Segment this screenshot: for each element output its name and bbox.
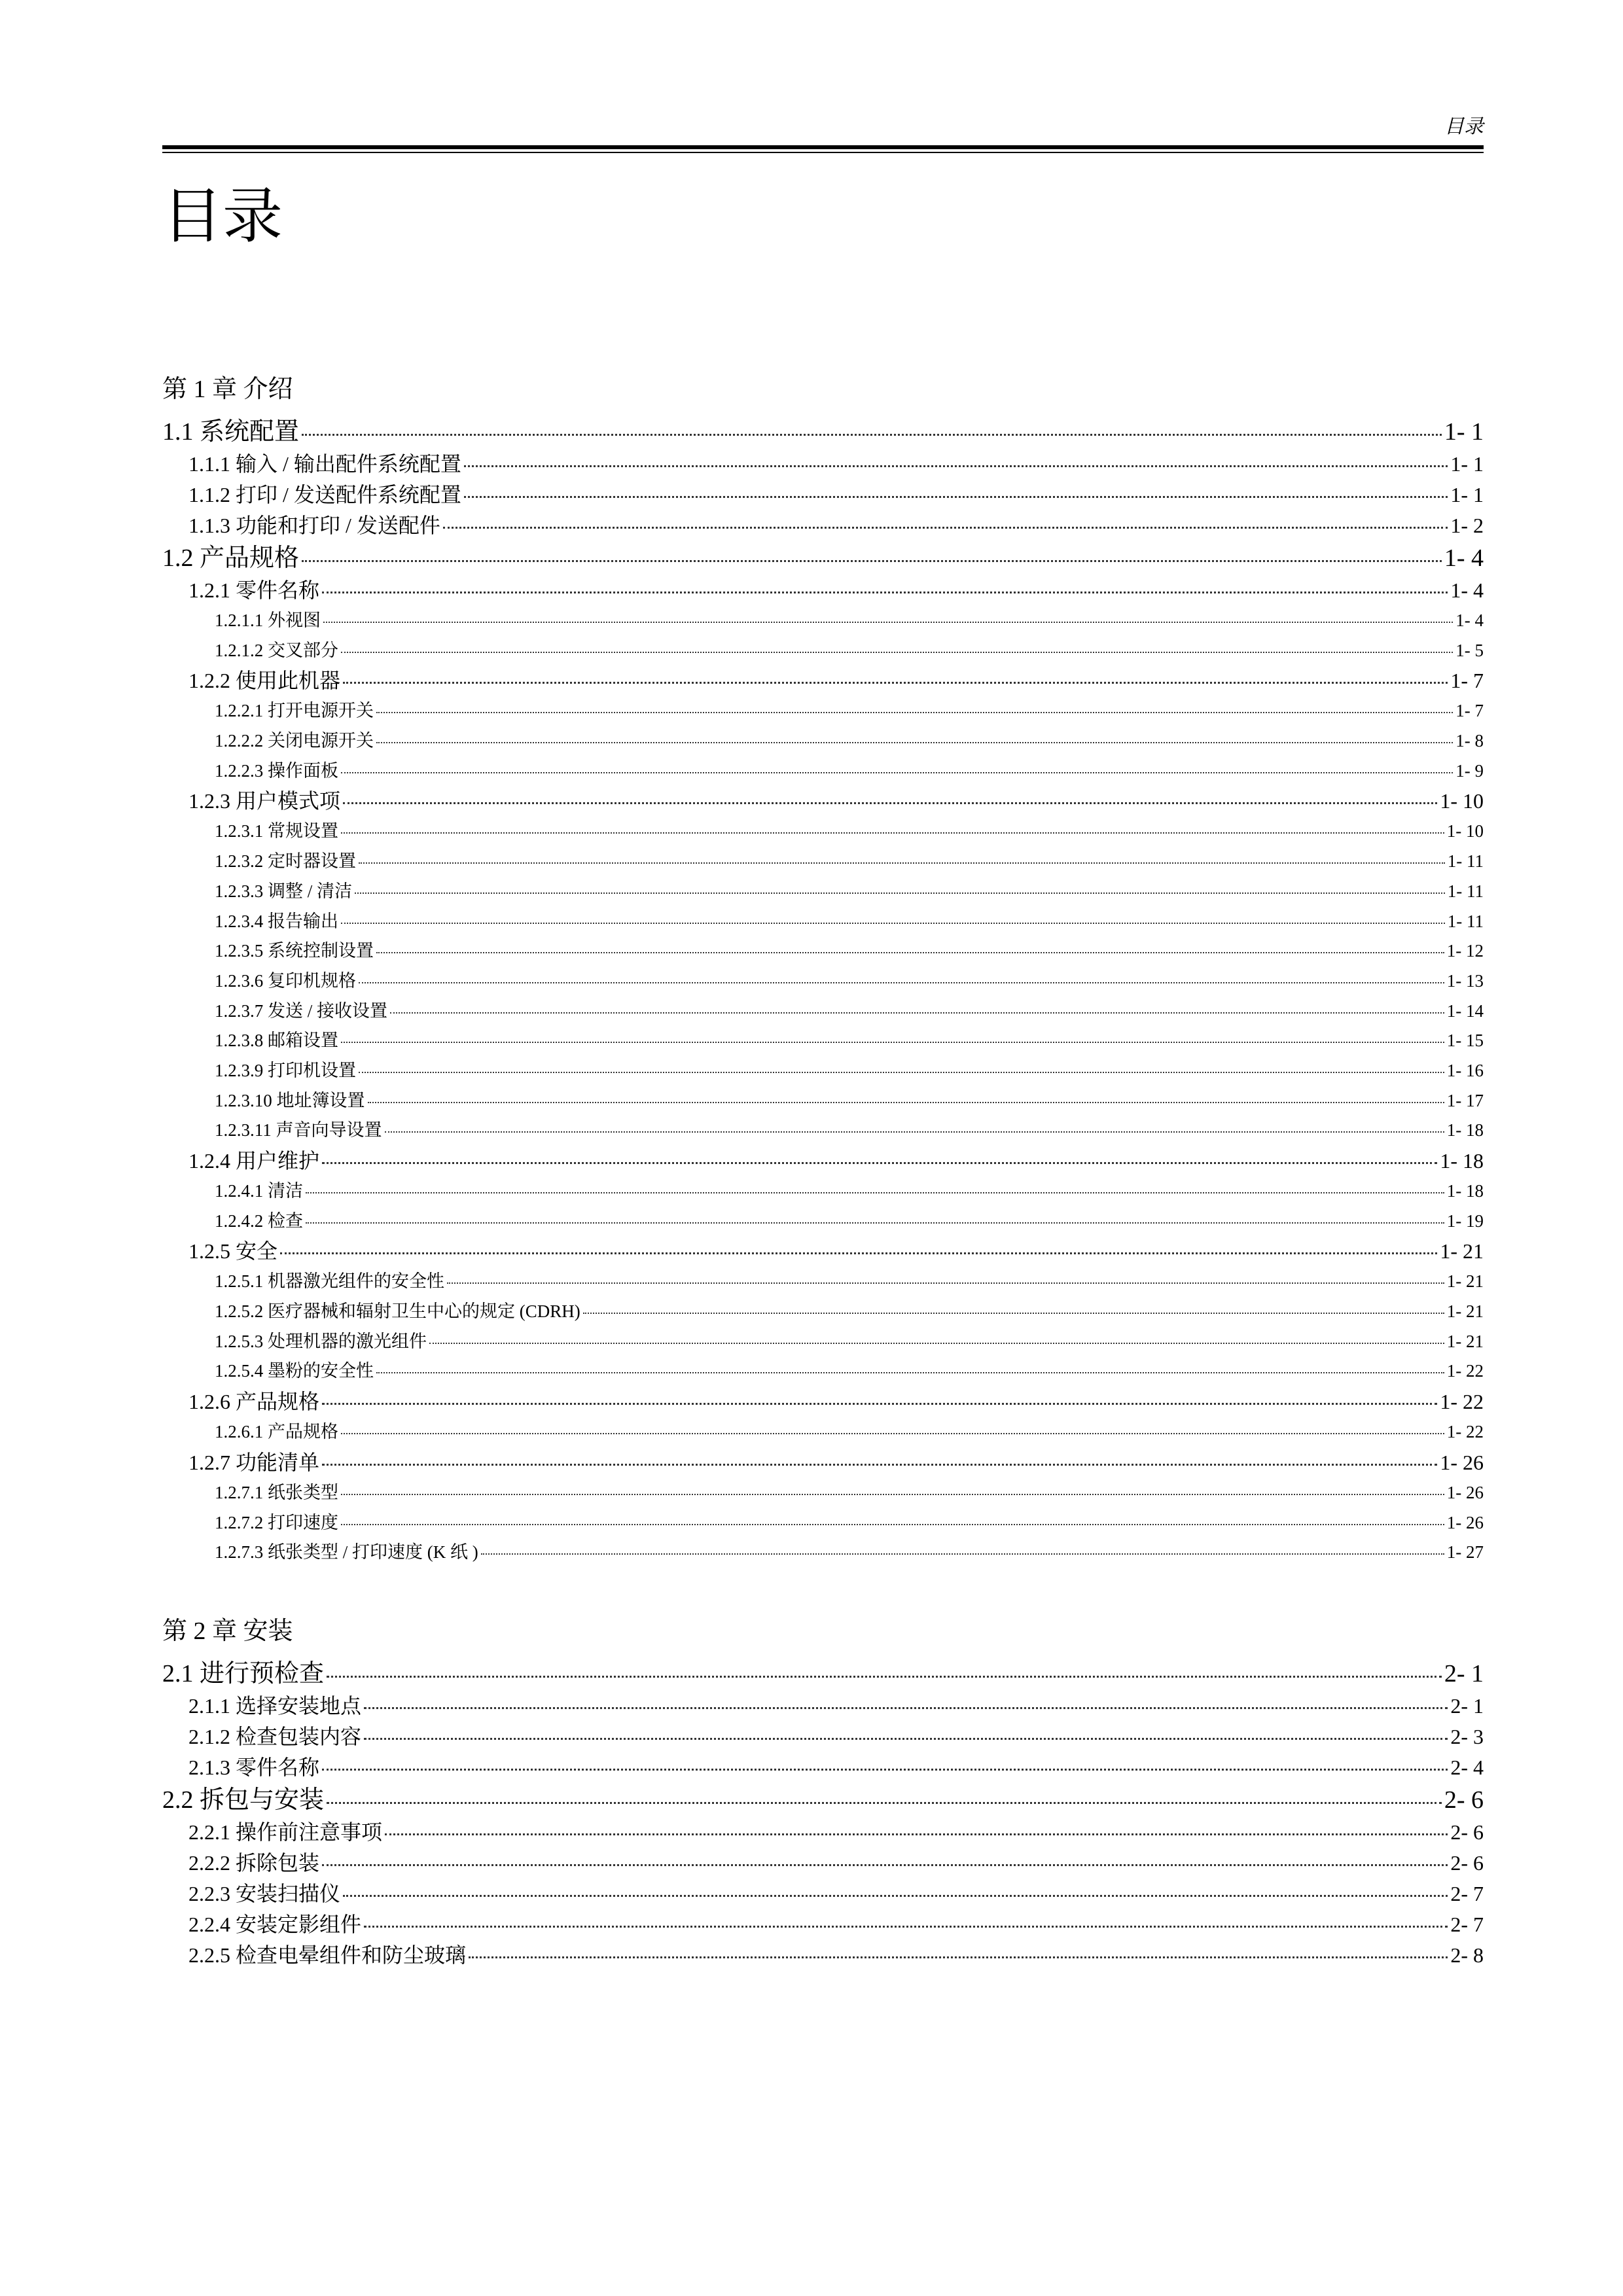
toc-entry-page-number: 1- 1 bbox=[1444, 418, 1484, 446]
toc-entry-label: 1.2.4.1 清洁 bbox=[215, 1181, 303, 1201]
dot-leader bbox=[359, 982, 1444, 983]
toc-entry-label: 1.2.4.2 检查 bbox=[215, 1210, 303, 1231]
toc-entry-label: 1.2.3.6 复印机规格 bbox=[215, 970, 356, 991]
dot-leader bbox=[341, 1494, 1444, 1495]
toc-entry-level-3[interactable] bbox=[162, 1207, 1484, 1237]
dot-leader bbox=[302, 434, 1442, 436]
toc-entry-page-number: 1- 21 bbox=[1446, 1271, 1484, 1292]
chapter-spacer bbox=[162, 1568, 1484, 1614]
toc-entry-level-3[interactable] bbox=[162, 936, 1484, 966]
chapter-heading: 第 2 章 安装 bbox=[162, 1617, 293, 1645]
toc-entry-level-2[interactable] bbox=[162, 575, 1484, 606]
toc-entry-level-3[interactable] bbox=[162, 1026, 1484, 1056]
dot-leader bbox=[341, 1433, 1444, 1434]
toc-entry-label: 2.2.2 拆除包装 bbox=[188, 1850, 320, 1875]
toc-entry-label: 2.2.5 检查电晕组件和防尘玻璃 bbox=[188, 1943, 467, 1967]
dot-leader bbox=[280, 1252, 1437, 1254]
toc-entry-level-2[interactable] bbox=[162, 1447, 1484, 1478]
toc-entry-page-number: 2- 7 bbox=[1450, 1881, 1484, 1905]
toc-entry-page-number: 1- 4 bbox=[1450, 578, 1484, 602]
toc-entry-level-2[interactable] bbox=[162, 1879, 1484, 1909]
dot-leader bbox=[364, 1738, 1448, 1740]
toc-entry-label: 1.2.7 功能清单 bbox=[188, 1450, 320, 1474]
toc-entry-level-1[interactable] bbox=[162, 1657, 1484, 1691]
toc-entry-page-number: 1- 22 bbox=[1440, 1390, 1484, 1414]
toc-entry-page-number: 1- 7 bbox=[1450, 669, 1484, 693]
toc-entry-label: 2.1.1 选择安装地点 bbox=[188, 1693, 362, 1718]
toc-entry-level-2[interactable] bbox=[162, 1146, 1484, 1176]
dot-leader bbox=[327, 1676, 1442, 1678]
dot-leader bbox=[322, 1162, 1437, 1164]
toc-entry-level-2[interactable] bbox=[162, 1236, 1484, 1267]
toc-entry-page-number: 1- 8 bbox=[1455, 731, 1484, 751]
toc-entry-level-3[interactable] bbox=[162, 817, 1484, 847]
dot-leader bbox=[306, 1192, 1444, 1193]
toc-entry-label: 1.2.2.3 操作面板 bbox=[215, 760, 338, 781]
toc-entry-page-number: 1- 11 bbox=[1447, 881, 1484, 901]
toc-entry-page-number: 1- 11 bbox=[1447, 911, 1484, 931]
toc-entry-level-3[interactable] bbox=[162, 756, 1484, 786]
dot-leader bbox=[464, 496, 1448, 498]
toc-entry-page-number: 1- 9 bbox=[1455, 760, 1484, 781]
toc-entry-page-number: 1- 15 bbox=[1446, 1031, 1484, 1051]
toc-entry-label: 1.1.3 功能和打印 / 发送配件 bbox=[188, 514, 440, 537]
dot-leader bbox=[447, 1282, 1444, 1284]
toc-entry-level-3[interactable] bbox=[162, 1478, 1484, 1508]
dot-leader bbox=[364, 1707, 1448, 1709]
toc-entry-level-1[interactable] bbox=[162, 415, 1484, 449]
dot-leader bbox=[341, 832, 1444, 834]
toc-entry-level-2[interactable] bbox=[162, 510, 1484, 541]
dot-leader bbox=[429, 1343, 1444, 1344]
toc-entry-label: 1.2.3 用户模式项 bbox=[188, 789, 341, 813]
toc-entry-level-3[interactable] bbox=[162, 1417, 1484, 1447]
toc-entry-level-3[interactable] bbox=[162, 1116, 1484, 1146]
toc-entry-level-3[interactable] bbox=[162, 1327, 1484, 1357]
toc-entry-level-3[interactable] bbox=[162, 847, 1484, 877]
toc-entry-page-number: 2- 1 bbox=[1450, 1693, 1484, 1718]
toc-entry-page-number: 1- 14 bbox=[1446, 1000, 1484, 1021]
toc-entry-level-3[interactable] bbox=[162, 1356, 1484, 1386]
toc-entry-page-number: 1- 21 bbox=[1446, 1331, 1484, 1351]
toc-entry-page-number: 1- 11 bbox=[1447, 851, 1484, 872]
dot-leader bbox=[322, 1464, 1437, 1466]
dot-leader bbox=[341, 772, 1453, 773]
toc-entry-level-2[interactable] bbox=[162, 1817, 1484, 1848]
toc-entry-level-3[interactable] bbox=[162, 1086, 1484, 1116]
toc-entry-page-number: 1- 4 bbox=[1455, 610, 1484, 630]
toc-entry-level-3[interactable] bbox=[162, 696, 1484, 726]
dot-leader bbox=[359, 1072, 1444, 1073]
toc-entry-level-3[interactable] bbox=[162, 606, 1484, 636]
toc-entry-label: 2.2 拆包与安装 bbox=[162, 1786, 325, 1814]
toc-entry-page-number: 1- 4 bbox=[1444, 544, 1484, 572]
toc-entry-label: 1.2.3.2 定时器设置 bbox=[215, 851, 356, 872]
toc-entry-label: 1.2.3.9 打印机设置 bbox=[215, 1060, 356, 1080]
toc-entry-label: 2.1.2 检查包装内容 bbox=[188, 1724, 362, 1748]
dot-leader bbox=[385, 1131, 1444, 1133]
toc-entry-level-2[interactable] bbox=[162, 1752, 1484, 1783]
toc-entry-level-3[interactable] bbox=[162, 966, 1484, 997]
toc-entry-label: 1.2.3.5 系统控制设置 bbox=[215, 941, 374, 961]
toc-entry-page-number: 1- 26 bbox=[1446, 1482, 1484, 1502]
toc-entry-label: 1.2.5.1 机器激光组件的安全性 bbox=[215, 1271, 444, 1292]
dot-leader bbox=[302, 560, 1442, 562]
dot-leader bbox=[376, 742, 1453, 743]
toc-entry-level-2[interactable] bbox=[162, 1691, 1484, 1722]
toc-entry-page-number: 1- 27 bbox=[1446, 1542, 1484, 1563]
toc-entry-page-number: 1- 19 bbox=[1446, 1210, 1484, 1231]
toc-entry-label: 1.2.1.1 外视图 bbox=[215, 610, 321, 630]
dot-leader bbox=[364, 1926, 1448, 1928]
dot-leader bbox=[359, 862, 1445, 864]
toc-entry-page-number: 2- 3 bbox=[1450, 1724, 1484, 1748]
toc-entry-level-1[interactable] bbox=[162, 541, 1484, 575]
toc-entry-page-number: 1- 5 bbox=[1455, 640, 1484, 660]
toc-entry-label: 1.2.3.1 常规设置 bbox=[215, 821, 338, 841]
toc-entry-page-number: 2- 7 bbox=[1450, 1912, 1484, 1936]
toc-entry-level-3[interactable] bbox=[162, 907, 1484, 937]
toc-entry-level-2[interactable] bbox=[162, 665, 1484, 696]
dot-leader bbox=[322, 1403, 1437, 1405]
toc-entry-label: 1.2 产品规格 bbox=[162, 544, 300, 572]
toc-entry-page-number: 1- 10 bbox=[1446, 821, 1484, 841]
toc-entry-label: 1.2.5.4 墨粉的安全性 bbox=[215, 1361, 374, 1381]
toc-entry-page-number: 2- 6 bbox=[1444, 1786, 1484, 1814]
toc-entry-label: 1.2.3.7 发送 / 接收设置 bbox=[215, 1000, 388, 1021]
toc-entry-page-number: 2- 6 bbox=[1450, 1820, 1484, 1844]
toc-entry-label: 1.2.5.3 处理机器的激光组件 bbox=[215, 1331, 427, 1351]
toc-entry-page-number: 1- 10 bbox=[1440, 789, 1484, 813]
toc-entry-level-3[interactable] bbox=[162, 997, 1484, 1027]
toc-entry-page-number: 1- 26 bbox=[1440, 1450, 1484, 1474]
toc-entry-page-number: 1- 21 bbox=[1440, 1239, 1484, 1263]
toc-entry-page-number: 1- 17 bbox=[1446, 1090, 1484, 1110]
toc-entry-level-3[interactable] bbox=[162, 1508, 1484, 1538]
toc-entry-label: 1.2.3.11 声音向导设置 bbox=[215, 1120, 382, 1140]
toc-entry-page-number: 1- 13 bbox=[1446, 970, 1484, 991]
toc-entry-label: 2.1 进行预检查 bbox=[162, 1659, 325, 1687]
toc-entry-label: 1.2.7.1 纸张类型 bbox=[215, 1482, 338, 1502]
toc-entry-level-3[interactable] bbox=[162, 1267, 1484, 1297]
toc-entry-level-1[interactable] bbox=[162, 1783, 1484, 1817]
toc-entry-level-2[interactable] bbox=[162, 1386, 1484, 1417]
toc-entry-level-3[interactable] bbox=[162, 1297, 1484, 1327]
toc-entry-page-number: 1- 1 bbox=[1450, 483, 1484, 506]
page-title: 目录 bbox=[162, 181, 283, 251]
dot-leader bbox=[323, 622, 1453, 623]
toc-entry-label: 1.2.7.3 纸张类型 / 打印速度 (K 纸 ) bbox=[215, 1542, 478, 1563]
toc-entry-label: 1.2.3.10 地址簿设置 bbox=[215, 1090, 365, 1110]
dot-leader bbox=[327, 1802, 1442, 1804]
toc-entry-label: 1.2.7.2 打印速度 bbox=[215, 1512, 338, 1532]
toc-entry-label: 1.2.4 用户维护 bbox=[188, 1149, 320, 1173]
toc-entry-label: 1.1.1 输入 / 输出配件系统配置 bbox=[188, 452, 461, 476]
toc-entry-label: 2.2.3 安装扫描仪 bbox=[188, 1881, 341, 1905]
dot-leader bbox=[343, 682, 1448, 684]
dot-leader bbox=[469, 1956, 1448, 1958]
dot-leader bbox=[341, 652, 1453, 653]
toc-entry-label: 1.2.5.2 医疗器械和辐射卫生中心的规定 (CDRH) bbox=[215, 1301, 580, 1322]
toc-entry-page-number: 1- 16 bbox=[1446, 1060, 1484, 1080]
toc-entry-label: 1.2.3.4 报告输出 bbox=[215, 911, 338, 931]
toc-entry-page-number: 1- 18 bbox=[1446, 1120, 1484, 1140]
chapter-heading: 第 1 章 介绍 bbox=[162, 376, 293, 403]
dot-leader bbox=[583, 1313, 1444, 1314]
toc-entry-page-number: 2- 1 bbox=[1444, 1659, 1484, 1687]
toc-entry-label: 1.2.3.8 邮箱设置 bbox=[215, 1031, 338, 1051]
toc-entry-level-2[interactable] bbox=[162, 1722, 1484, 1752]
toc-entry-page-number: 1- 1 bbox=[1450, 452, 1484, 476]
toc-entry-label: 1.2.6.1 产品规格 bbox=[215, 1422, 338, 1442]
toc-entry-page-number: 1- 18 bbox=[1446, 1181, 1484, 1201]
toc-entry-level-2[interactable] bbox=[162, 1848, 1484, 1879]
dot-leader bbox=[376, 712, 1453, 713]
toc-entry-page-number: 2- 4 bbox=[1450, 1755, 1484, 1779]
toc-entry-label: 1.2.2.2 关闭电源开关 bbox=[215, 731, 374, 751]
toc-entry-label: 2.2.1 操作前注意事项 bbox=[188, 1820, 383, 1844]
dot-leader bbox=[385, 1833, 1448, 1835]
toc-entry-level-3[interactable] bbox=[162, 877, 1484, 907]
dot-leader bbox=[443, 527, 1448, 529]
dot-leader bbox=[306, 1222, 1444, 1224]
toc-entry-page-number: 2- 8 bbox=[1450, 1943, 1484, 1967]
toc-entry-level-2[interactable] bbox=[162, 449, 1484, 480]
toc-entry-page-number: 1- 22 bbox=[1446, 1361, 1484, 1381]
running-header: 目录 bbox=[1444, 116, 1484, 137]
dot-leader bbox=[343, 1895, 1448, 1897]
toc-entry-label: 1.2.1 零件名称 bbox=[188, 578, 320, 602]
toc-entry-label: 1.2.2 使用此机器 bbox=[188, 669, 341, 693]
dot-leader bbox=[355, 892, 1445, 894]
dot-leader bbox=[341, 1042, 1444, 1043]
dot-leader bbox=[481, 1553, 1444, 1555]
dot-leader bbox=[322, 592, 1448, 593]
toc-entry-level-3[interactable] bbox=[162, 726, 1484, 756]
toc-entry-page-number: 1- 18 bbox=[1440, 1149, 1484, 1173]
toc-entry-level-2[interactable] bbox=[162, 1940, 1484, 1971]
toc-entry-page-number: 1- 2 bbox=[1450, 514, 1484, 537]
dot-leader bbox=[464, 465, 1448, 467]
toc-entry-page-number: 2- 6 bbox=[1450, 1850, 1484, 1875]
dot-leader bbox=[322, 1864, 1448, 1866]
toc-entry-label: 1.2.3.3 调整 / 清洁 bbox=[215, 881, 353, 901]
toc-entry-page-number: 1- 22 bbox=[1446, 1422, 1484, 1442]
toc-entry-label: 1.1.2 打印 / 发送配件系统配置 bbox=[188, 483, 461, 506]
header-rule-thin bbox=[162, 152, 1484, 153]
toc-entry-level-2[interactable] bbox=[162, 1909, 1484, 1940]
toc-entry-label: 2.2.4 安装定影组件 bbox=[188, 1912, 362, 1936]
toc-entry-label: 1.2.1.2 交叉部分 bbox=[215, 640, 338, 660]
toc-entry-level-2[interactable] bbox=[162, 480, 1484, 510]
toc-entry-level-3[interactable] bbox=[162, 1056, 1484, 1086]
toc-entry-page-number: 1- 26 bbox=[1446, 1512, 1484, 1532]
dot-leader bbox=[390, 1012, 1444, 1014]
toc-entry-label: 1.1 系统配置 bbox=[162, 418, 300, 446]
header-rule-thick bbox=[162, 145, 1484, 149]
toc-entry-level-3[interactable] bbox=[162, 1176, 1484, 1207]
toc-entry-label: 1.2.5 安全 bbox=[188, 1239, 278, 1263]
toc-entry-page-number: 1- 12 bbox=[1446, 941, 1484, 961]
dot-leader bbox=[341, 923, 1445, 924]
dot-leader bbox=[368, 1102, 1444, 1103]
toc-entry-label: 1.2.2.1 打开电源开关 bbox=[215, 701, 374, 721]
dot-leader bbox=[341, 1524, 1444, 1525]
dot-leader bbox=[376, 1372, 1444, 1373]
toc-entry-page-number: 1- 21 bbox=[1446, 1301, 1484, 1322]
toc-entry-label: 2.1.3 零件名称 bbox=[188, 1755, 320, 1779]
toc-entry-level-3[interactable] bbox=[162, 636, 1484, 666]
toc-entry-label: 1.2.6 产品规格 bbox=[188, 1390, 320, 1414]
dot-leader bbox=[376, 952, 1444, 953]
dot-leader bbox=[322, 1769, 1448, 1771]
dot-leader bbox=[343, 802, 1437, 804]
toc-entry-level-2[interactable] bbox=[162, 786, 1484, 817]
toc-entry-page-number: 1- 7 bbox=[1455, 701, 1484, 721]
table-of-contents bbox=[162, 372, 1484, 1971]
toc-entry-level-3[interactable] bbox=[162, 1538, 1484, 1568]
